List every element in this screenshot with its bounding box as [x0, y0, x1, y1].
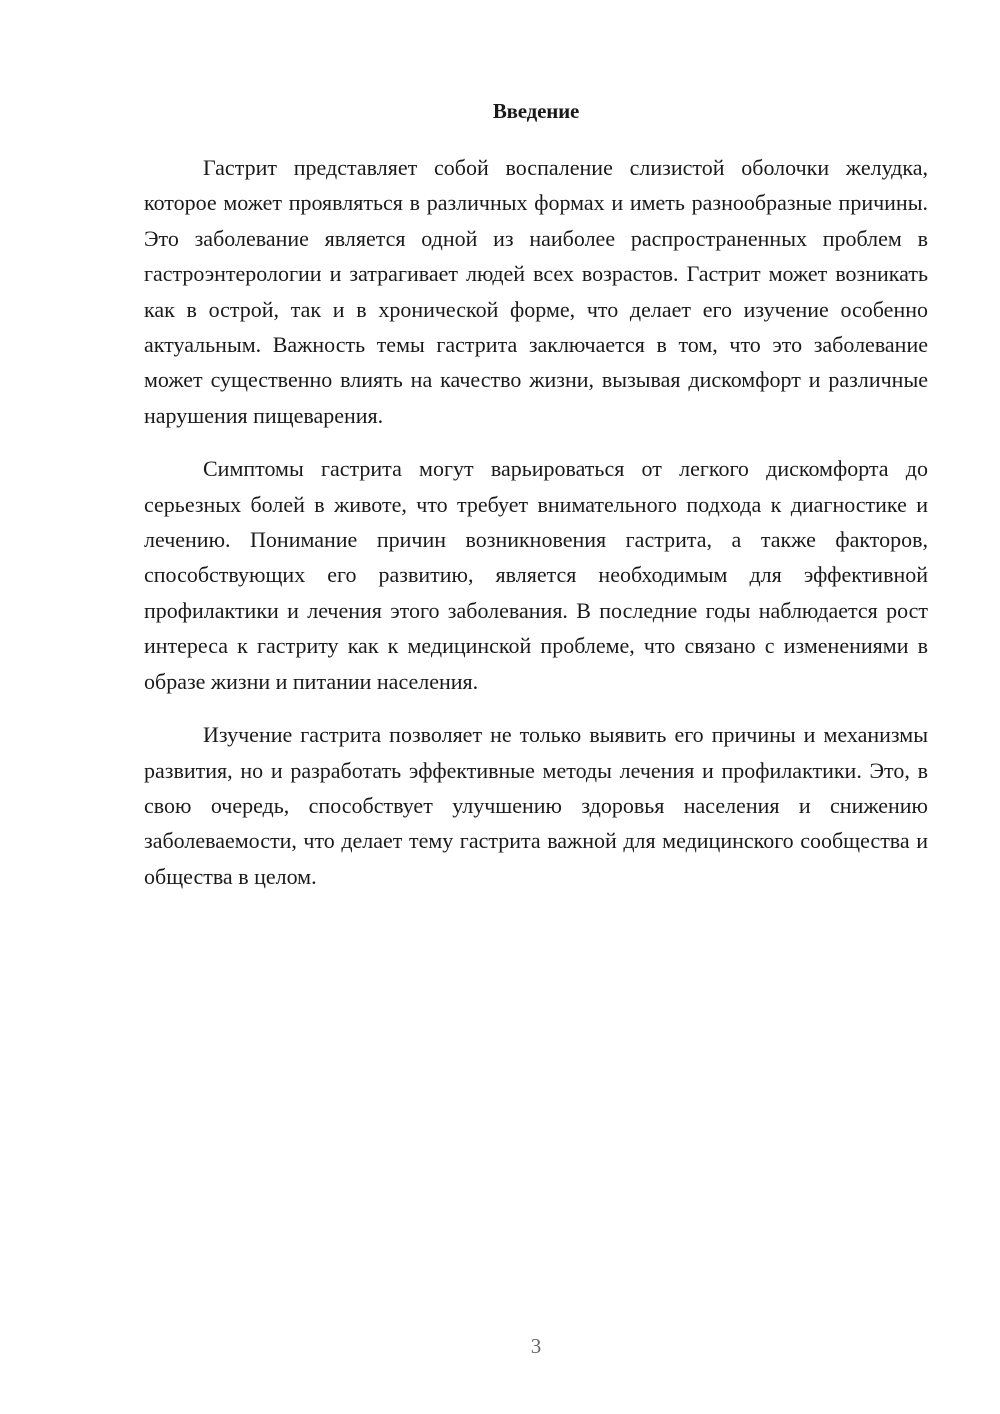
paragraph-2: Симптомы гастрита могут варьироваться от легкого дискомфорта до серьезных болей в животе, что требует внимательного подхода к диагностике и лечению. Понимание причин возникновения гастрита, а также факторов, способствующих его развитию, является необходимым для эффективной профилактики и лечения этого заболевания. В последние годы наблюдается рост интереса к гастриту как к медицинской проблеме, что связано с изменениями в образе жизни и питании населения.	[144, 456, 928, 694]
page-content	[144, 96, 928, 912]
paragraph-3: Изучение гастрита позволяет не только выявить его причины и механизмы развития, но и разработать эффективные методы лечения и профилактики. Это, в свою очередь, способствует улучшению здоровья населения и снижению заболеваемости, что делает тему гастрита важной для медицинского сообщества и общества в целом.	[144, 722, 928, 889]
paragraph-1: Гастрит представляет собой воспаление слизистой оболочки желудка, которое может проявляться в различных формах и иметь разнообразные причины. Это заболевание является одной из наиболее распространенных проблем в гастроэнтерологии и затрагивает людей всех возрастов. Гастрит может возникать как в острой, так и в хронической форме, что делает его изучение особенно актуальным. Важность темы гастрита заключается в том, что это заболевание может существенно влиять на качество жизни, вызывая дискомфорт и различные нарушения пищеварения.	[144, 155, 928, 428]
page-number: 3	[530, 1334, 542, 1358]
section-title: Введение	[492, 99, 580, 123]
